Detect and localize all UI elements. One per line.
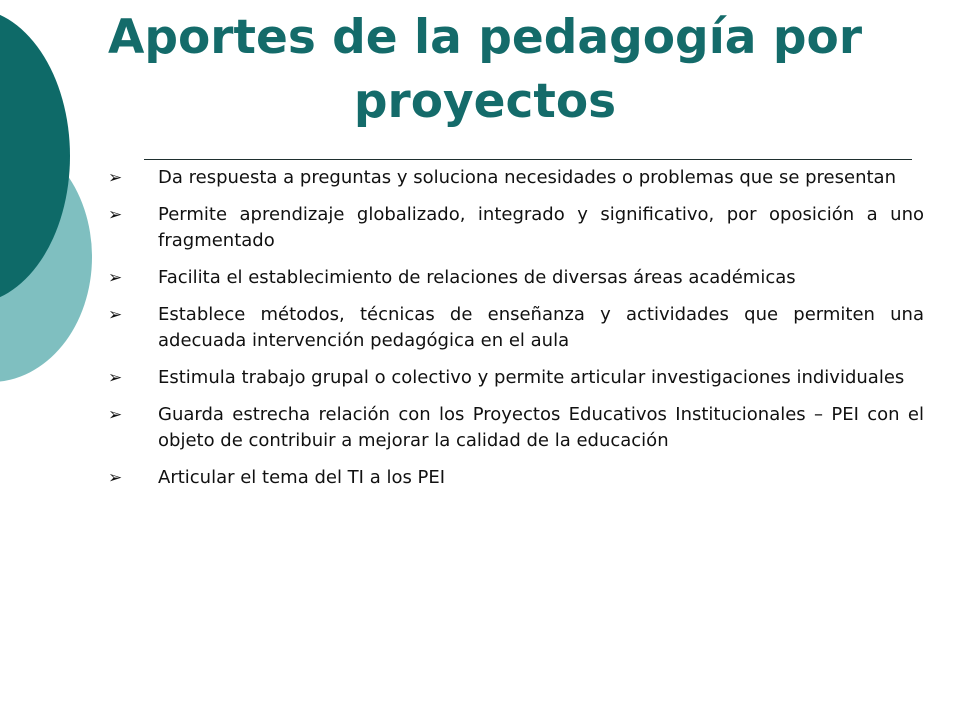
arrow-bullet-icon: ➢ bbox=[108, 405, 123, 425]
slide-title: Aportes de la pedagogía por proyectos bbox=[108, 10, 862, 129]
bullet-list bbox=[108, 165, 924, 502]
bullet-text: Facilita el establecimiento de relaciones de diversas áreas académicas bbox=[158, 267, 796, 288]
arrow-bullet-icon: ➢ bbox=[108, 368, 123, 388]
bullet-text: Permite aprendizaje globalizado, integrado y significativo, por oposición a uno fragmentado bbox=[158, 204, 924, 251]
arrow-bullet-icon: ➢ bbox=[108, 305, 123, 325]
bullet-text: Guarda estrecha relación con los Proyectos Educativos Institucionales – PEI con el objeto de contribuir a mejorar la calidad de la educación bbox=[158, 404, 924, 451]
bullet-text: Establece métodos, técnicas de enseñanza y actividades que permiten una adecuada intervención pedagógica en el aula bbox=[158, 304, 924, 351]
arrow-bullet-icon: ➢ bbox=[108, 168, 123, 188]
bullet-text: Estimula trabajo grupal o colectivo y permite articular investigaciones individuales bbox=[158, 367, 905, 388]
bullet-item bbox=[108, 402, 924, 454]
bullet-item bbox=[108, 302, 924, 354]
arrow-bullet-icon: ➢ bbox=[108, 205, 123, 225]
bullet-text: Da respuesta a preguntas y soluciona necesidades o problemas que se presentan bbox=[158, 167, 896, 188]
arrow-bullet-icon: ➢ bbox=[108, 468, 123, 488]
bullet-item bbox=[108, 365, 924, 391]
bullet-item bbox=[108, 165, 924, 191]
bullet-item bbox=[108, 265, 924, 291]
bullet-item bbox=[108, 465, 924, 491]
bullet-item bbox=[108, 202, 924, 254]
arrow-bullet-icon: ➢ bbox=[108, 268, 123, 288]
bullet-text: Articular el tema del TI a los PEI bbox=[158, 467, 446, 488]
title-divider bbox=[144, 159, 912, 160]
